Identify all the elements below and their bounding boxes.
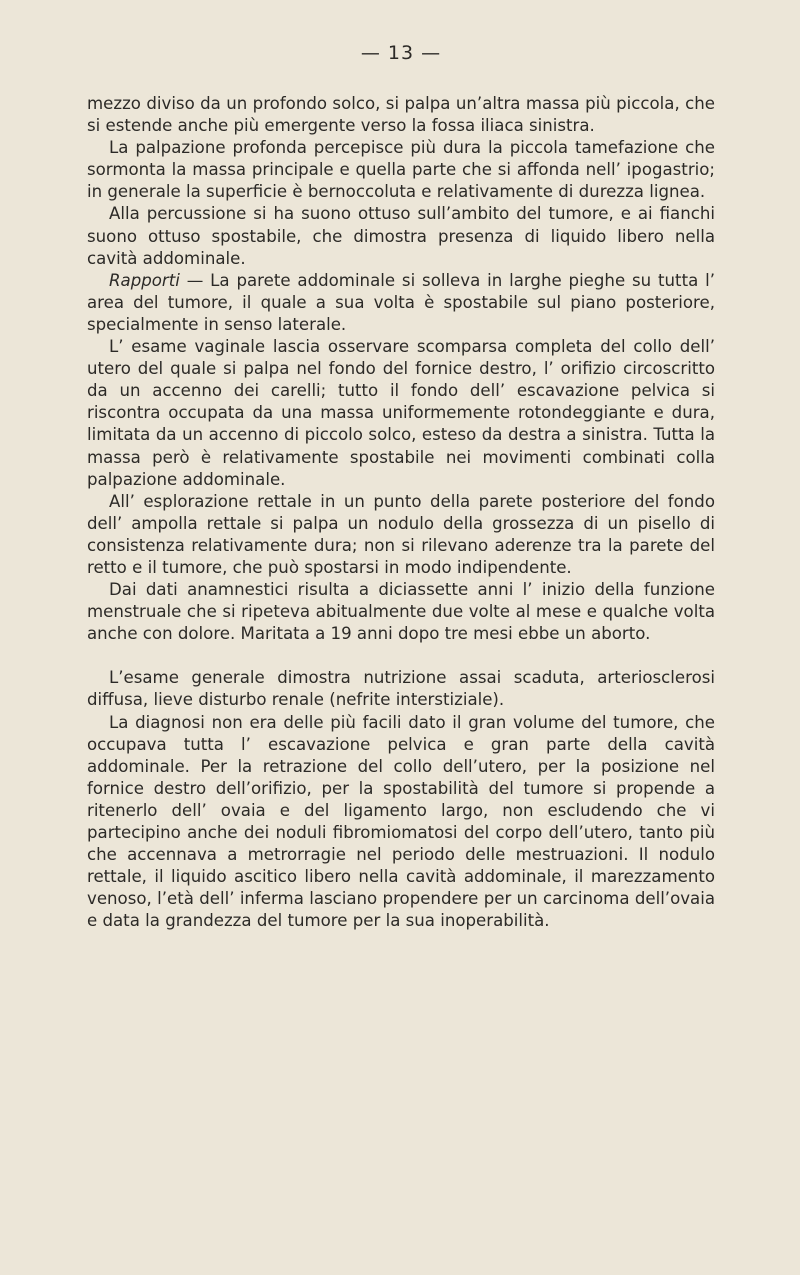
paragraph-diagnosis — [87, 712, 715, 933]
paragraph-text: L’esame generale dimostra nutrizione assai scaduta, arteriosclerosi diffusa, lieve disturbo renale (nefrite interstiziale). — [87, 668, 715, 710]
paragraph-vaginal-exam — [87, 336, 715, 491]
paragraph-text: mezzo diviso da un profondo solco, si palpa un’altra massa più piccola, che si estende anche più emergente verso la fossa iliaca sinistra. — [87, 94, 715, 136]
paragraph-continuation — [87, 93, 715, 137]
paragraph-rectal-exam — [87, 491, 715, 579]
paragraph-text: L’ esame vaginale lascia osservare scomparsa completa del collo dell’ utero del quale si palpa nel fondo del fornice destro, l’ orifizio circoscritto da un accenno dei carelli; tutto il fondo dell’ escavazione pelvica si riscontra occupata da una massa uniformemente rotondeggiante e dura, limitata da un accenno di piccolo solco, esteso da destra a sinistra. Tutta la massa però è relativamente spostabile nei movimenti combinati colla palpazione addominale. — [87, 337, 715, 489]
paragraph-general-exam — [87, 667, 715, 711]
paragraph-rapporti — [87, 270, 715, 336]
section-run-head: Rapporti — [109, 270, 180, 290]
paragraph-text: La palpazione profonda percepisce più dura la piccola tamefazione che sormonta la massa principale e quella parte che si affonda nell’ ipogastrio; in generale la superficie è bernoccoluta e relativamente di durezza lignea. — [87, 138, 715, 202]
paragraph-text: — La parete addominale si solleva in larghe pieghe su tutta l’ area del tumore, il quale a sua volta è spostabile sul piano posteriore, specialmente in senso laterale. — [87, 270, 715, 334]
paragraph-percussion — [87, 203, 715, 269]
paragraph-deep-palpation — [87, 137, 715, 203]
page-number: — 13 — — [360, 42, 442, 64]
paragraph-text: Alla percussione si ha suono ottuso sull’ambito del tumore, e ai fianchi suono ottuso spostabile, che dimostra presenza di liquido libero nella cavità addominale. — [87, 204, 715, 268]
paragraph-text: Dai dati anamnestici risulta a diciassette anni l’ inizio della funzione menstruale che si ripeteva abitualmente due volte al mese e qualche volta anche con dolore. Maritata a 19 anni dopo tre mesi ebbe un aborto. — [87, 580, 715, 644]
paragraph-text: La diagnosi non era delle più facili dato il gran volume del tumore, che occupava tutta l’ escavazione pelvica e gran parte della cavità addominale. Per la retrazione del collo dell’utero, per la posizione nel fornice destro dell’orifizio, per la spostabilità del tumore si propende a ritenerlo dell’ ovaia e del ligamento largo, non escludendo che vi partecipino anche dei noduli fibromiomatosi del corpo dell’utero, tanto più che accennava a metrorragie nel periodo delle mestruazioni. Il nodulo rettale, il liquido ascitico libero nella cavità addominale, il marezzamento venoso, l’età dell’ inferma lasciano propendere per un carcinoma dell’ovaia e data la grandezza del tumore per la sua inoperabilità. — [87, 712, 715, 931]
paragraph-anamnesis — [87, 579, 715, 645]
paragraph-text: All’ esplorazione rettale in un punto della parete posteriore del fondo dell’ ampolla rettale si palpa un nodulo della grossezza di un pisello di consistenza relativamente dura; non si rilevano aderenze tra la parete del retto e il tumore, che può spostarsi in modo indipendente. — [87, 491, 715, 577]
